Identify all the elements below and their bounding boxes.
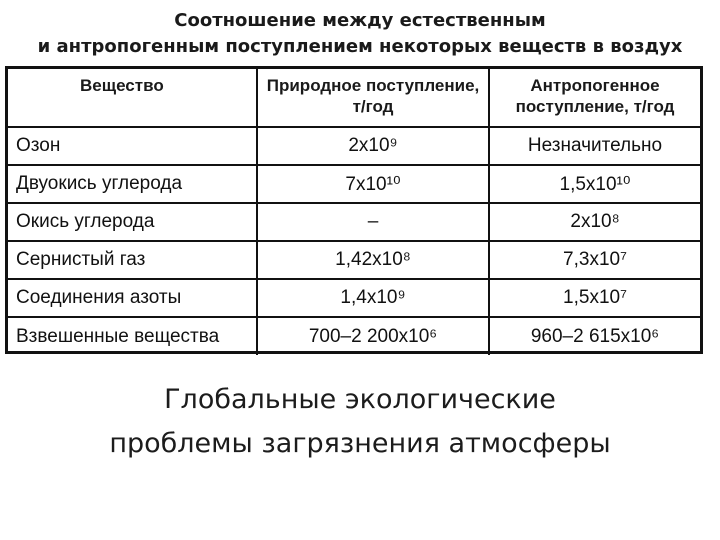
cell-anthropogenic: 1,5x10¹⁰ xyxy=(489,165,700,203)
cell-anthropogenic: Незначительно xyxy=(489,127,700,165)
header-natural-input: Природное поступление, т/год xyxy=(257,69,489,127)
slide-caption-line-1: Глобальные экологические xyxy=(164,384,556,415)
cell-anthropogenic: 2x10⁸ xyxy=(489,203,700,241)
cell-anthropogenic: 960–2 615x10⁶ xyxy=(489,317,700,355)
data-table xyxy=(8,69,700,355)
slide-caption xyxy=(0,378,720,466)
cell-substance: Озон xyxy=(8,127,257,165)
cell-substance: Взвешенные вещества xyxy=(8,317,257,355)
cell-substance: Двуокись углерода xyxy=(8,165,257,203)
table-title xyxy=(0,8,720,60)
table-row xyxy=(8,203,700,241)
cell-anthropogenic: 1,5x10⁷ xyxy=(489,279,700,317)
table-title-line-2: и антропогенным поступлением некоторых веществ в воздух xyxy=(37,36,683,57)
cell-natural: 700–2 200x10⁶ xyxy=(257,317,489,355)
slide-caption-line-2: проблемы загрязнения атмосферы xyxy=(109,428,611,459)
cell-natural: 2x10⁹ xyxy=(257,127,489,165)
cell-substance: Окись углерода xyxy=(8,203,257,241)
cell-substance: Соединения азоты xyxy=(8,279,257,317)
table-row xyxy=(8,165,700,203)
table-title-line-1: Соотношение между естественным xyxy=(174,10,546,31)
cell-substance: Сернистый газ xyxy=(8,241,257,279)
cell-anthropogenic: 7,3x10⁷ xyxy=(489,241,700,279)
table-row xyxy=(8,241,700,279)
cell-natural: 7x10¹⁰ xyxy=(257,165,489,203)
table-row xyxy=(8,279,700,317)
table-header-row xyxy=(8,69,700,127)
table-row xyxy=(8,127,700,165)
cell-natural: 1,42x10⁸ xyxy=(257,241,489,279)
cell-natural: – xyxy=(257,203,489,241)
cell-natural: 1,4x10⁹ xyxy=(257,279,489,317)
header-anthropogenic-input: Антропогенное поступление, т/год xyxy=(489,69,700,127)
table-row xyxy=(8,317,700,355)
data-table-frame xyxy=(5,66,703,354)
header-substance: Вещество xyxy=(8,69,257,127)
